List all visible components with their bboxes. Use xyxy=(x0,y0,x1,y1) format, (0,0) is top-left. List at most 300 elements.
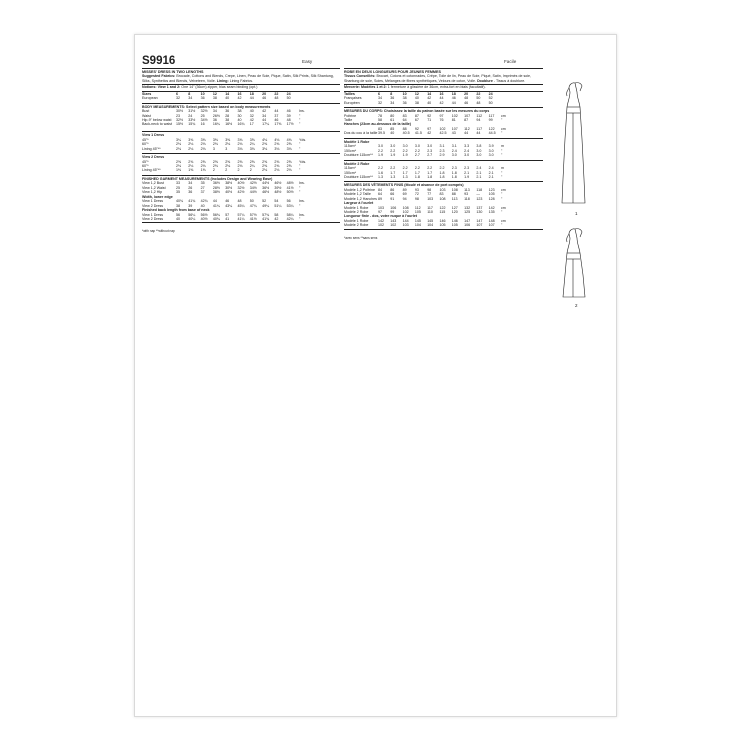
table-cell: 35 xyxy=(200,181,205,186)
table-cell: 41¼ xyxy=(237,216,245,221)
nap-footnote: *with nap **without nap xyxy=(142,229,175,234)
row-label: View 2 Dress xyxy=(142,203,164,208)
table-cell: 20 xyxy=(262,91,267,96)
table-cell: 146 xyxy=(439,219,446,224)
table-cell: 97 xyxy=(378,210,382,215)
table-cell: 39½ xyxy=(274,185,282,190)
table-cell: 40 xyxy=(176,216,180,221)
table-cell: " xyxy=(298,146,301,151)
table-cell: 72 xyxy=(414,192,419,197)
table-cell: 2⅛ xyxy=(212,164,218,169)
difficulty-level: Easy xyxy=(302,59,313,64)
table-cell: 36 xyxy=(188,190,193,195)
table-cell: 94 xyxy=(402,196,407,201)
table-cell: 2⅝ xyxy=(176,159,181,164)
table-cell: 1.8 xyxy=(414,174,420,179)
table-cell: 130 xyxy=(476,210,483,215)
table-cell: Ins. xyxy=(298,109,305,114)
table-cell: 125 xyxy=(464,210,471,215)
table-cell: 2⅛ xyxy=(176,146,181,151)
table-cell: 57½ xyxy=(249,212,257,217)
table-cell: 112 xyxy=(414,205,421,210)
table-cell: 2⅝ xyxy=(237,159,243,164)
table-cell: 3.0 xyxy=(390,144,396,149)
table-cell: 92 xyxy=(427,113,432,118)
table-row xyxy=(142,147,340,151)
fabrics-label: Suggested Fabrics: xyxy=(142,74,176,79)
table-cell: 148 xyxy=(488,219,495,224)
table-cell: 2⅝ xyxy=(286,142,292,147)
notions-label-fr: Mercerie: Modèles 1 et 2: xyxy=(344,85,387,90)
row-label: Tailles xyxy=(344,91,355,96)
table-cell: 2⅛ xyxy=(237,142,243,147)
table-row xyxy=(344,153,543,157)
table-cell: 17⅜ xyxy=(274,122,282,127)
table-cell: 38½ xyxy=(225,181,233,186)
notions-text: One 14" (36cm) zipper, bias seam binding (opt.) xyxy=(181,85,258,90)
table-cell: 40 xyxy=(225,96,230,101)
table-cell: 2⅝ xyxy=(286,164,292,169)
table-cell: 26 xyxy=(188,185,193,190)
table-cell: 24 xyxy=(488,91,493,96)
row-label: View 1,2 Waist xyxy=(142,185,166,190)
table-cell: 88 xyxy=(402,127,407,132)
table-cell: 142 xyxy=(378,219,384,224)
table-cell: 105 xyxy=(439,223,446,228)
table-cell: 83 xyxy=(439,192,444,197)
table-cell: 44 xyxy=(451,100,456,105)
width-table xyxy=(142,199,340,208)
table-cell: 3.3 xyxy=(464,144,470,149)
table-cell: 2⅛ xyxy=(212,142,218,147)
table-cell: 52 xyxy=(488,96,493,101)
table-cell: 40¼ xyxy=(188,216,196,221)
body-measurements-table xyxy=(142,109,340,127)
table-cell: 2⅛ xyxy=(176,142,181,147)
european-sizes-row-fr xyxy=(344,101,543,105)
table-cell: 4⅛ xyxy=(262,137,268,142)
table-cell: 42¼ xyxy=(286,216,294,221)
table-cell: 34 xyxy=(188,96,193,101)
table-cell: 102 xyxy=(451,113,458,118)
table-cell: " xyxy=(298,190,301,195)
table-cell: 118 xyxy=(464,196,470,201)
table-cell: " xyxy=(298,168,301,173)
table-cell: 87 xyxy=(464,118,469,123)
view1-yardage-table xyxy=(142,138,340,151)
row-label: Back-neck to waist xyxy=(142,122,172,127)
table-cell: 3 xyxy=(225,146,228,151)
table-cell: " xyxy=(500,148,503,153)
row-label: View 1 Dress xyxy=(142,212,164,217)
table-cell: 61 xyxy=(390,118,395,123)
m1-label: Modèle 1 Robe xyxy=(344,138,543,145)
view2-number: 2 xyxy=(575,303,578,308)
table-cell: 3 xyxy=(212,146,215,151)
table-cell: 1.7 xyxy=(414,170,420,175)
finished-measurements-title-fr: MESURES DES VÊTEMENTS FINIS (Moulé et aisance de port compris) xyxy=(344,181,543,188)
table-cell: Ins. xyxy=(298,181,305,186)
table-cell: 36 xyxy=(402,100,407,105)
finished-measurements-table xyxy=(142,181,340,194)
table-cell: 3⅜ xyxy=(200,137,206,142)
table-cell: 89 xyxy=(378,196,382,201)
table-cell: 81 xyxy=(451,118,456,123)
table-cell: 46 xyxy=(464,100,469,105)
table-cell: 52 xyxy=(262,199,267,204)
table-cell: 36 xyxy=(225,109,230,114)
table-cell: 40 xyxy=(249,109,254,114)
table-cell: 3⅜ xyxy=(212,137,218,142)
table-cell: 112 xyxy=(464,127,470,132)
table-cell: 132 xyxy=(464,205,471,210)
table-cell: 40½ xyxy=(237,181,245,186)
table-cell: 2.2 xyxy=(390,166,396,171)
length-label: Finished back length from base of neck xyxy=(142,207,210,212)
table-cell: 43 xyxy=(451,131,456,136)
table-cell: " xyxy=(298,164,301,169)
table-cell: 1.8 xyxy=(451,170,457,175)
table-cell: — xyxy=(476,192,480,197)
table-cell: 2⅛ xyxy=(188,142,194,147)
table-cell: 71 xyxy=(427,118,432,123)
table-cell: 3.0 xyxy=(378,144,383,149)
table-cell: 24 xyxy=(188,113,193,118)
table-cell: 40 xyxy=(390,131,395,136)
table-cell: 42¾ xyxy=(200,199,208,204)
table-cell: 48 xyxy=(286,118,291,123)
table-cell: 42 xyxy=(262,109,267,114)
lining-text-fr: - Tissus à doublure. xyxy=(493,78,526,83)
table-cell: 113 xyxy=(464,187,470,192)
table-cell: 105 xyxy=(414,210,421,215)
table-cell: 142 xyxy=(488,205,495,210)
table-cell: 27 xyxy=(200,185,205,190)
table-cell: 38 xyxy=(212,96,217,101)
table-cell: 3⅜ xyxy=(225,137,231,142)
table-cell: 1.6 xyxy=(378,170,383,175)
table-cell: 98 xyxy=(414,196,419,201)
table-cell: 3.0 xyxy=(427,144,433,149)
table-cell: 18 xyxy=(451,91,456,96)
table-cell: 44 xyxy=(262,118,267,123)
table-cell: cm xyxy=(500,187,506,192)
view1-label: View 1 Dress xyxy=(142,131,340,138)
pattern-title-fr: ROBE EN DEUX LONGUEURS POUR JEUNES FEMMES xyxy=(344,68,543,74)
table-cell: 40½ xyxy=(200,216,208,221)
row-label: Modèle 1,2 Hanches xyxy=(344,196,377,201)
table-cell: cm xyxy=(500,219,506,224)
table-cell: 41½ xyxy=(249,216,257,221)
notions-label: Notions: View 1 and 2: xyxy=(142,85,181,90)
table-cell: 112 xyxy=(476,113,483,118)
table-cell: 49¼ xyxy=(262,203,270,208)
row-label: Bust xyxy=(142,109,150,114)
table-cell: 3⅛ xyxy=(249,146,255,151)
table-cell: 3.1 xyxy=(451,144,457,149)
table-cell: 2⅜ xyxy=(262,164,268,169)
difficulty-level-fr: Facile xyxy=(504,59,517,64)
table-cell: 117 xyxy=(427,205,433,210)
row-label: Lining 45"** xyxy=(142,146,161,151)
fabrics-text: Brocade, Cottons and Blends, Crepe, Linen, Peau de Soie, Pique, Satin, Silk Prints, Silk Shantung, Silks, Synthetics and Blends, Velveteen, Voile. xyxy=(142,74,334,83)
table-cell: 76 xyxy=(439,118,444,123)
table-cell: 97 xyxy=(439,113,444,118)
table-cell: 3⅛ xyxy=(286,146,292,151)
table-cell: 35 xyxy=(176,190,180,195)
table-cell: 3⅛ xyxy=(274,146,280,151)
table-cell: 46½ xyxy=(262,190,270,195)
table-cell: 42 xyxy=(439,100,444,105)
table-cell: " xyxy=(298,216,301,221)
row-label: Taille xyxy=(344,118,353,123)
table-cell: 3.0 xyxy=(488,153,494,158)
table-cell: 6 xyxy=(176,91,178,96)
table-cell: 50 xyxy=(286,96,291,101)
table-cell: 16¾ xyxy=(237,122,245,127)
row-label: Dos du cou à la taille xyxy=(344,131,378,136)
table-cell: 2¼ xyxy=(249,164,255,169)
table-cell: 50 xyxy=(476,96,481,101)
table-cell: 53¼ xyxy=(286,203,294,208)
table-cell: 98 xyxy=(427,187,432,192)
table-cell: 34 xyxy=(212,109,217,114)
table-cell: 123 xyxy=(488,187,495,192)
table-cell: 50 xyxy=(249,199,254,204)
row-label: Poitrine xyxy=(344,113,357,118)
table-cell: 113 xyxy=(451,196,458,201)
table-cell: 34 xyxy=(378,96,382,101)
lining-label-fr: Doublure xyxy=(477,78,493,83)
body-measurements-table-fr xyxy=(344,114,543,123)
row-label: View 1 Dress xyxy=(142,199,164,204)
table-cell: 3.0 xyxy=(488,148,494,153)
table-cell: 58 xyxy=(274,212,279,217)
table-cell: 45¼ xyxy=(237,203,245,208)
table-cell: 2.7 xyxy=(414,153,420,158)
table-cell: 144 xyxy=(402,219,409,224)
table-cell: 46 xyxy=(225,199,230,204)
table-cell: 2.1 xyxy=(464,170,470,175)
table-cell: 22 xyxy=(274,91,279,96)
table-cell: 38 xyxy=(225,118,230,123)
table-cell: 10 xyxy=(402,91,407,96)
table-cell: 32½ xyxy=(237,185,245,190)
table-cell: " xyxy=(298,185,301,190)
table-cell: 16 xyxy=(439,91,444,96)
table-cell: 2.4 xyxy=(476,166,482,171)
table-cell: 41¾ xyxy=(262,216,270,221)
notions-paragraph xyxy=(142,84,340,90)
table-cell: 2⅜ xyxy=(274,164,280,169)
table-cell: 38 xyxy=(414,100,419,105)
table-cell: 44½ xyxy=(249,190,257,195)
fabrics-paragraph xyxy=(142,74,340,83)
table-cell: 2⅜ xyxy=(262,142,268,147)
table-cell: 43¼ xyxy=(225,203,233,208)
table-cell: Ins. xyxy=(298,212,305,217)
table-cell: 110 xyxy=(427,210,433,215)
table-cell: 46 xyxy=(451,96,456,101)
table-cell: 104 xyxy=(427,223,434,228)
table-cell: 50 xyxy=(488,100,493,105)
table-cell: 115 xyxy=(439,210,446,215)
table-cell: 2⅛ xyxy=(188,146,194,151)
table-cell: 123 xyxy=(476,196,483,201)
table-cell: 103 xyxy=(402,223,409,228)
table-cell: 91 xyxy=(390,196,395,201)
table-cell: 2.7 xyxy=(427,153,433,158)
table-cell: 1⅜ xyxy=(200,168,206,173)
table-cell: 2.2 xyxy=(402,166,408,171)
table-cell: 39.5 xyxy=(378,131,385,136)
table-cell: 42½ xyxy=(237,190,245,195)
table-cell: 2⅝ xyxy=(249,159,255,164)
row-label: 115cm* xyxy=(344,166,356,171)
table-cell: 2⅝ xyxy=(188,159,194,164)
table-cell: 36 xyxy=(212,118,217,123)
notions-text-fr: 1 fermeture à glissière de 36cm, extra-fort en biais (facultatif). xyxy=(387,85,486,90)
table-cell: 104 xyxy=(414,223,421,228)
table-cell: 2.2 xyxy=(439,166,445,171)
table-cell: 46 xyxy=(262,96,267,101)
row-label: 60"* xyxy=(142,142,149,147)
table-cell: " xyxy=(500,223,503,228)
table-cell: 38 xyxy=(402,96,407,101)
table-cell: 46½ xyxy=(274,181,282,186)
table-cell: 51¼ xyxy=(274,203,282,208)
table-cell: 32½ xyxy=(176,118,183,123)
nap-footnote-fr: *avec sens **sans sens xyxy=(344,235,378,240)
table-cell: 3.0 xyxy=(476,153,482,158)
table-cell: 86 xyxy=(390,187,395,192)
table-cell: 66 xyxy=(390,192,395,197)
finished-measurements-title: FINISHED GARMENT MEASUREMENTS (Includes Design and Wearing Ease) xyxy=(142,175,340,182)
view1-dress-illustration xyxy=(555,79,595,207)
table-cell: 143 xyxy=(390,219,397,224)
m2-label: Modèle 2 Robe xyxy=(344,160,543,167)
table-cell: 3⅛ xyxy=(262,146,268,151)
table-cell: 38 xyxy=(237,109,242,114)
row-label: 150cm* xyxy=(344,148,357,153)
table-cell: 3.0 xyxy=(451,153,457,158)
table-cell: 2 xyxy=(212,168,215,173)
table-cell: 15¾ xyxy=(188,122,196,127)
table-cell: cm xyxy=(500,113,506,118)
table-cell: 28½ xyxy=(212,185,220,190)
table-cell: 2.3 xyxy=(439,148,445,153)
table-cell: 2⅝ xyxy=(274,159,280,164)
table-cell: 15½ xyxy=(176,122,183,127)
table-cell: 1⅜ xyxy=(176,168,181,173)
table-cell: 28 xyxy=(225,113,230,118)
table-cell: 107 xyxy=(464,113,471,118)
table-cell: 44.5 xyxy=(488,131,496,136)
table-cell: 33 xyxy=(176,181,180,186)
row-label: Françaises xyxy=(344,96,362,101)
table-cell: 17 xyxy=(249,122,254,127)
view2-dress-illustration xyxy=(555,225,595,300)
table-cell: 2.1 xyxy=(488,174,494,179)
table-cell: 89 xyxy=(402,187,407,192)
table-cell: 2.2 xyxy=(414,148,420,153)
table-cell: 84 xyxy=(378,187,382,192)
table-cell: 57¼ xyxy=(237,212,245,217)
table-cell: 2 xyxy=(249,168,252,173)
table-cell: 39 xyxy=(188,203,193,208)
table-cell: 1.3 xyxy=(378,174,383,179)
row-label: Modèle 1,2 Taille xyxy=(344,192,371,197)
table-cell: 48 xyxy=(237,199,242,204)
table-cell: 40.5 xyxy=(402,131,410,136)
table-cell: 107 xyxy=(476,223,483,228)
table-cell: 2.3 xyxy=(427,148,433,153)
table-cell: 42 xyxy=(427,96,432,101)
row-label: Modèle 2 Robe xyxy=(344,223,369,228)
table-cell: 2.3 xyxy=(451,166,457,171)
row-label: Européen xyxy=(344,100,360,105)
table-cell: 77 xyxy=(427,192,432,197)
table-cell: 44 xyxy=(464,131,469,136)
table-cell: 8 xyxy=(390,91,393,96)
longueur-label: Longueur finie - dos, votre nuque à l'ourlet xyxy=(344,214,417,219)
table-cell: 12 xyxy=(212,91,217,96)
table-cell: 40¾ xyxy=(176,199,183,204)
table-cell: 67 xyxy=(414,118,419,123)
table-cell: 1.8 xyxy=(439,170,445,175)
table-cell: 2⅛ xyxy=(262,168,268,173)
table-cell: 10 xyxy=(200,91,205,96)
table-cell: 80 xyxy=(390,113,395,118)
table-cell: 30½ xyxy=(225,185,233,190)
table-cell: 108 xyxy=(439,196,446,201)
row-label: View 2 Dress xyxy=(142,216,164,221)
table-cell: 34½ xyxy=(249,185,257,190)
table-cell: 2⅛ xyxy=(200,142,206,147)
table-cell: 24 xyxy=(286,91,291,96)
table-cell: 16 xyxy=(200,122,205,127)
table-cell: 3⅜ xyxy=(237,137,243,142)
table-cell: 103 xyxy=(439,187,446,192)
table-cell: 34½ xyxy=(200,118,208,123)
table-cell: 2.1 xyxy=(476,174,482,179)
table-cell: 2⅝ xyxy=(200,159,206,164)
table-cell: 99 xyxy=(390,210,395,215)
table-cell: 2.4 xyxy=(451,148,457,153)
table-cell: 37 xyxy=(200,190,205,195)
table-cell: 12 xyxy=(414,91,419,96)
table-cell: 25 xyxy=(200,113,205,118)
table-cell: 2⅛ xyxy=(237,164,243,169)
table-cell: 97 xyxy=(427,127,432,132)
table-cell: 17¼ xyxy=(262,122,270,127)
table-cell: 145 xyxy=(427,219,434,224)
m2-yardage-table xyxy=(344,166,543,179)
table-cell: 2⅛ xyxy=(188,164,194,169)
table-cell: 3.0 xyxy=(476,148,482,153)
row-label: Lining 45"** xyxy=(142,168,161,173)
table-cell: 44 xyxy=(439,96,444,101)
table-cell: " xyxy=(500,196,503,201)
table-cell: 122 xyxy=(439,205,446,210)
table-cell: 2 xyxy=(225,168,228,173)
table-cell: 41½ xyxy=(286,185,294,190)
table-cell: 40 xyxy=(237,118,242,123)
table-cell: 2⅜ xyxy=(274,142,280,147)
width-label: Width, lower edge xyxy=(142,194,173,199)
table-cell: 2 xyxy=(237,168,240,173)
table-cell: 1.8 xyxy=(439,174,445,179)
